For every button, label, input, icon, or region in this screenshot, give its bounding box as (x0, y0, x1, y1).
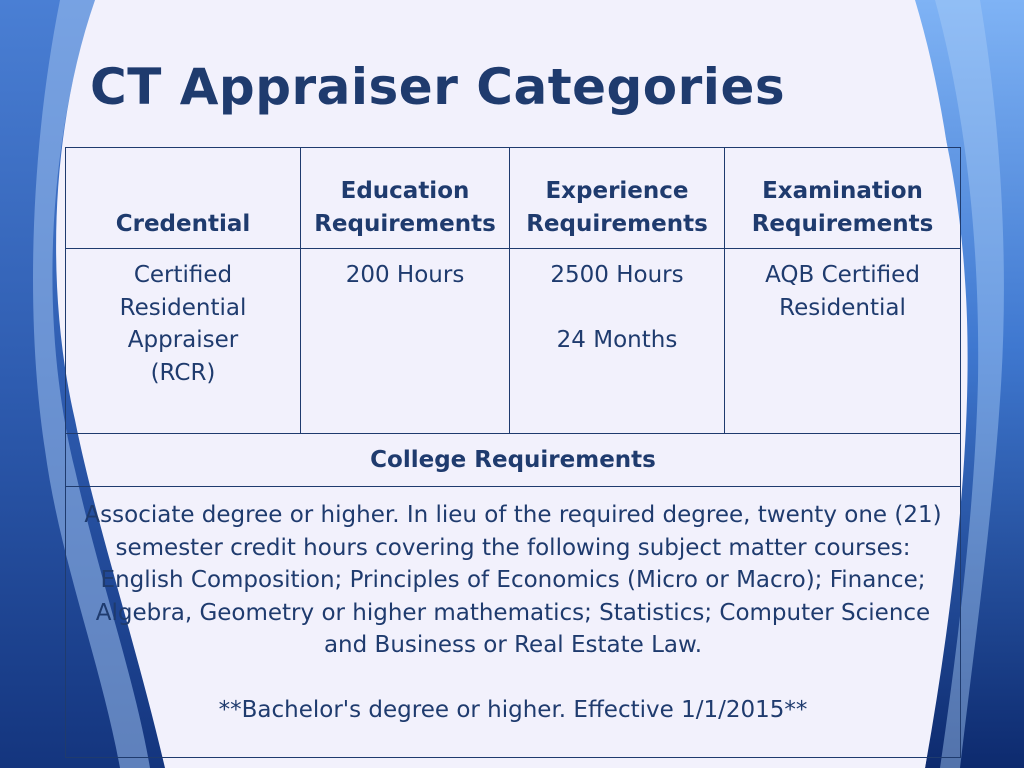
header-education-line1: Education (340, 178, 470, 204)
college-header-row (66, 434, 961, 487)
header-education (301, 148, 510, 249)
table-row (66, 249, 961, 434)
college-detail-cell (66, 487, 961, 758)
credential-line1: Certified (133, 262, 233, 288)
header-experience-line2: Requirements (526, 210, 708, 237)
examination-line1: AQB Certified (765, 262, 920, 288)
spacer (74, 662, 952, 695)
cell-education: 200 Hours (301, 249, 510, 434)
appraiser-requirements-table (65, 147, 961, 758)
credential-line3: Appraiser (127, 327, 239, 353)
spacer (516, 292, 718, 325)
header-examination (725, 148, 961, 249)
header-examination-line2: Requirements (751, 210, 934, 237)
college-requirements-text: Associate degree or higher. In lieu of the required degree, twenty one (21) semester credit hours covering the following subject matter courses: English Composition; Principles of Economics (Micro or Macro); Finance; Algebra, Geometry or higher mathematics; Statistics; Computer Science and Business or Real Estate Law. (84, 502, 942, 658)
examination-line2: Residential (779, 294, 906, 321)
experience-months: 24 Months (556, 327, 678, 353)
header-education-line2: Requirements (314, 210, 496, 237)
experience-hours: 2500 Hours (550, 262, 684, 288)
bachelor-note: **Bachelor's degree or higher. Effective 1/1/2015** (218, 697, 808, 723)
credential-line4: (RCR) (150, 359, 216, 386)
cell-experience (510, 249, 725, 434)
header-examination-line1: Examination (762, 178, 923, 204)
college-detail-row (66, 487, 961, 758)
header-credential: Credential (66, 148, 301, 249)
header-experience (510, 148, 725, 249)
header-experience-line1: Experience (545, 178, 689, 204)
table-header-row (66, 148, 961, 249)
cell-examination (725, 249, 961, 434)
credential-line2: Residential (119, 294, 247, 321)
page-title: CT Appraiser Categories (90, 58, 786, 116)
cell-credential (66, 249, 301, 434)
college-requirements-heading: College Requirements (66, 434, 961, 487)
